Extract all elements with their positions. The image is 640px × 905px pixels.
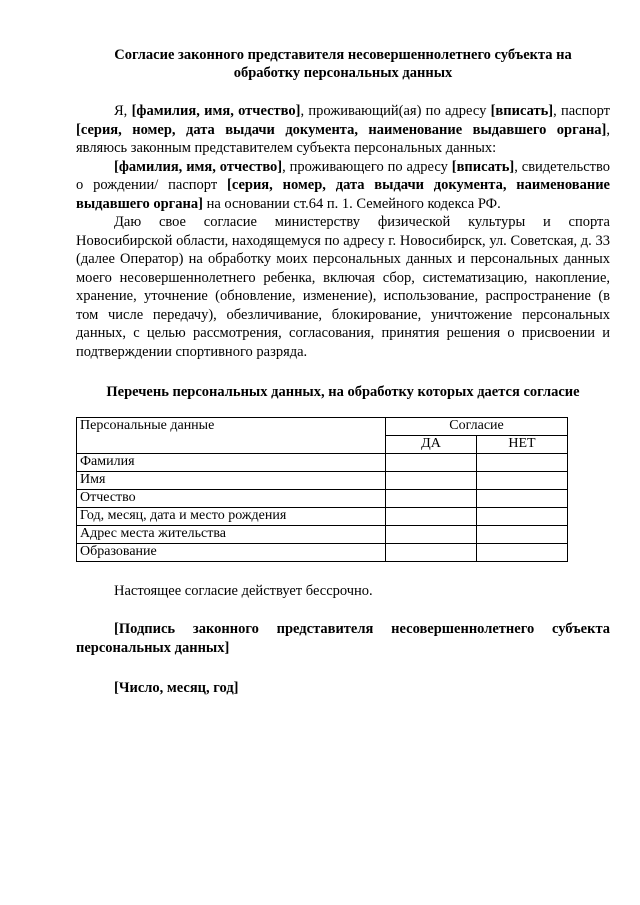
row-label: Адрес места жительства — [77, 525, 386, 543]
p2-text-2: , свидетельство о рождении/ паспорт — [76, 158, 611, 193]
paragraph-representative — [76, 102, 610, 158]
table-row — [77, 507, 568, 525]
yes-cell[interactable] — [386, 489, 477, 507]
title-line-2: обработку персональных данных — [233, 65, 453, 81]
table-row — [77, 471, 568, 489]
table-row — [77, 543, 568, 561]
table-row — [77, 489, 568, 507]
row-label: Год, месяц, дата и место рождения — [77, 507, 386, 525]
p1-text-2: , проживающий(ая) по адресу — [300, 103, 491, 119]
personal-data-table — [76, 417, 568, 562]
yes-cell[interactable] — [386, 525, 477, 543]
title-line-1: Согласие законного представителя несовершеннолетнего субъекта на — [114, 47, 572, 63]
paragraph-minor — [76, 158, 610, 214]
header-yes: ДА — [386, 435, 477, 453]
p2-placeholder-fio: [фамилия, имя, отчество] — [114, 158, 283, 175]
p1-placeholder-address: [вписать] — [490, 103, 554, 119]
no-cell[interactable] — [477, 543, 568, 561]
header-consent: Согласие — [386, 417, 568, 435]
row-label: Имя — [77, 471, 386, 489]
table-header-row — [77, 417, 568, 435]
paragraph-consent: Даю свое согласие министерству физической культуры и спорта Новосибирской области, находящемуся по адресу г. Новосибирск, ул. Советская, д. 33 (далее Оператор) на обработку моих персональных данных и персональных данных моего несовершеннолетнего ребенка, включая сбор, систематизацию, накопление, хранение, уточнение (обновление, изменение), использование, распространение (в том числе передачу), обезличивание, блокирование, уничтожение персональных данных, с целью рассмотрения, согласования, принятия решения о присвоении и подтверждении спортивного разряда. — [76, 214, 610, 360]
header-no: НЕТ — [477, 435, 568, 453]
date-placeholder: [Число, месяц, год] — [114, 680, 239, 696]
table-row — [77, 453, 568, 471]
p2-placeholder-document: [серия, номер, дата выдачи документа, наименование выдавшего органа] — [76, 177, 610, 212]
p1-text-4: , являюсь законным представителем субъекта персональных данных: — [76, 121, 610, 156]
p1-placeholder-passport: [серия, номер, дата выдачи документа, наименование выдавшего органа] — [76, 121, 607, 138]
p1-text-3: , паспорт — [553, 103, 611, 119]
row-label: Образование — [77, 543, 386, 561]
document-title — [76, 46, 610, 82]
p2-text-1: , проживающего по адресу — [282, 158, 452, 175]
no-cell[interactable] — [477, 489, 568, 507]
yes-cell[interactable] — [386, 507, 477, 525]
p2-text-3: на основании ст.64 п. 1. Семейного кодекса РФ. — [202, 195, 501, 212]
row-label: Отчество — [77, 489, 386, 507]
yes-cell[interactable] — [386, 543, 477, 561]
no-cell[interactable] — [477, 507, 568, 525]
no-cell[interactable] — [477, 453, 568, 471]
signature-placeholder: [Подпись законного представителя несовершеннолетнего субъекта персональных данных] — [76, 621, 610, 656]
yes-cell[interactable] — [386, 453, 477, 471]
table-row — [77, 525, 568, 543]
row-label: Фамилия — [77, 453, 386, 471]
header-personal-data: Персональные данные — [77, 417, 386, 453]
no-cell[interactable] — [477, 525, 568, 543]
document-page — [76, 46, 610, 698]
list-heading: Перечень персональных данных, на обработку которых дается согласие — [106, 384, 580, 400]
p1-placeholder-fio: [фамилия, имя, отчество] — [131, 103, 301, 119]
p2-placeholder-address: [вписать] — [451, 158, 515, 175]
validity-statement: Настоящее согласие действует бессрочно. — [114, 582, 373, 599]
no-cell[interactable] — [477, 471, 568, 489]
p1-text-1: Я, — [114, 103, 132, 119]
yes-cell[interactable] — [386, 471, 477, 489]
